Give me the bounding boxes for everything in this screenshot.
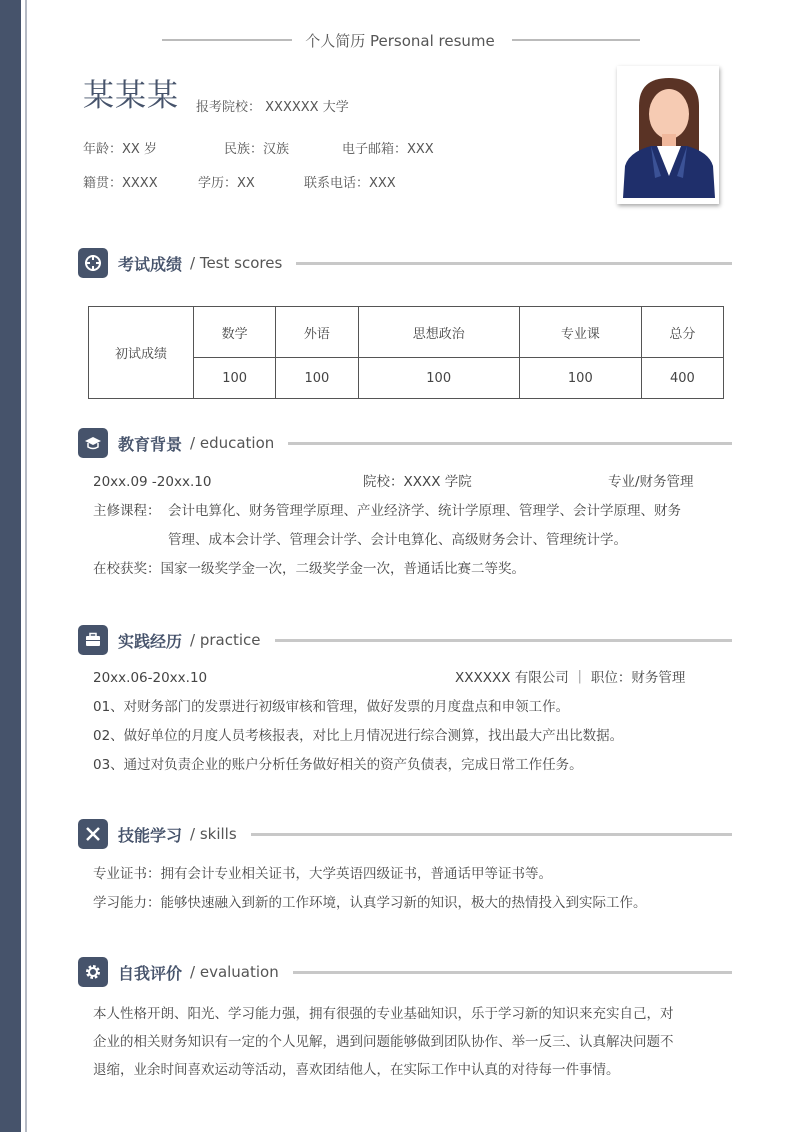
courses-line: 管理、成本会计学、管理会计学、会计电算化、高级财务会计、管理统计学。	[168, 532, 627, 548]
section-header-skills	[78, 818, 732, 850]
page-title: 个人简历 Personal resume	[305, 32, 495, 50]
edu-major: 专业/财务管理	[608, 474, 694, 490]
degree: 学历：XX	[198, 176, 255, 191]
courses-label: 主修课程：	[93, 503, 161, 519]
eval-line: 企业的相关财务知识有一定的个人见解，遇到问题能够做到团队协作、举一反三、认真解决问题不	[93, 1034, 674, 1050]
table-cell: 100	[194, 358, 276, 399]
divider	[251, 833, 732, 836]
section-title: 技能学习	[118, 825, 183, 845]
table-header: 思想政治	[358, 307, 519, 358]
target-icon	[78, 248, 108, 278]
row-label: 初试成绩	[89, 307, 194, 399]
eval-line: 本人性格开朗、阳光、学习能力强，拥有很强的专业基础知识，乐于学习新的知识来充实自己，对	[93, 1006, 674, 1022]
sidebar-band	[0, 0, 21, 1132]
table-cell: 100	[276, 358, 358, 399]
gear-icon	[78, 957, 108, 987]
section-subtitle: / education	[190, 434, 275, 452]
scores-table	[88, 306, 724, 399]
divider	[296, 262, 732, 265]
list-item: 专业证书：拥有会计专业相关证书，大学英语四级证书，普通话甲等证书等。	[93, 866, 552, 882]
divider	[293, 971, 732, 974]
sidebar-line	[25, 0, 27, 1132]
briefcase-icon	[78, 625, 108, 655]
tools-icon	[78, 819, 108, 849]
graduation-cap-icon	[78, 428, 108, 458]
table-cell: 100	[358, 358, 519, 399]
table-header: 总分	[641, 307, 723, 358]
practice-company: XXXXXX 有限公司 ｜ 职位：财务管理	[455, 670, 686, 686]
divider	[288, 442, 732, 445]
divider	[275, 639, 733, 642]
section-header-education	[78, 427, 732, 459]
section-header-practice	[78, 624, 732, 656]
ethnicity: 民族：汉族	[224, 142, 290, 157]
hometown: 籍贯：XXXX	[83, 176, 158, 191]
list-item: 01、对财务部门的发票进行初级审核和管理，做好发票的月度盘点和申领工作。	[93, 699, 570, 715]
name: 某某某	[83, 78, 179, 114]
table-header: 数学	[194, 307, 276, 358]
phone: 联系电话：XXX	[304, 176, 396, 191]
section-subtitle: / Test scores	[190, 254, 283, 272]
section-subtitle: / evaluation	[190, 963, 279, 981]
section-header-scores	[78, 247, 732, 279]
avatar-photo	[617, 66, 719, 204]
section-title: 教育背景	[118, 434, 183, 454]
courses-line: 会计电算化、财务管理学原理、产业经济学、统计学原理、管理学、会计学原理、财务	[168, 503, 681, 519]
table-header: 外语	[276, 307, 358, 358]
practice-period: 20xx.06-20xx.10	[93, 670, 208, 686]
eval-line: 退缩，业余时间喜欢运动等活动，喜欢团结他人，在实际工作中认真的对待每一件事情。	[93, 1062, 620, 1078]
section-subtitle: / practice	[190, 631, 261, 649]
email: 电子邮箱：XXX	[342, 142, 434, 157]
school: 报考院校： XXXXXX 大学	[196, 100, 349, 115]
section-title: 实践经历	[118, 631, 183, 651]
edu-school: 院校：XXXX 学院	[363, 474, 472, 490]
table-cell: 400	[641, 358, 723, 399]
table-header: 专业课	[519, 307, 641, 358]
awards: 在校获奖：国家一级奖学金一次，二级奖学金一次，普通话比赛二等奖。	[93, 561, 525, 577]
section-title: 自我评价	[118, 963, 183, 983]
section-header-evaluation	[78, 956, 732, 988]
table-cell: 100	[519, 358, 641, 399]
edu-period: 20xx.09 -20xx.10	[93, 474, 212, 490]
list-item: 03、通过对负责企业的账户分析任务做好相关的资产负债表，完成日常工作任务。	[93, 757, 583, 773]
list-item: 02、做好单位的月度人员考核报表，对比上月情况进行综合测算，找出最大产出比数据。	[93, 728, 624, 744]
section-title: 考试成绩	[118, 254, 183, 274]
section-subtitle: / skills	[190, 825, 237, 843]
list-item: 学习能力：能够快速融入到新的工作环境，认真学习新的知识，极大的热情投入到实际工作。	[93, 895, 647, 911]
age: 年龄：XX 岁	[83, 142, 157, 157]
